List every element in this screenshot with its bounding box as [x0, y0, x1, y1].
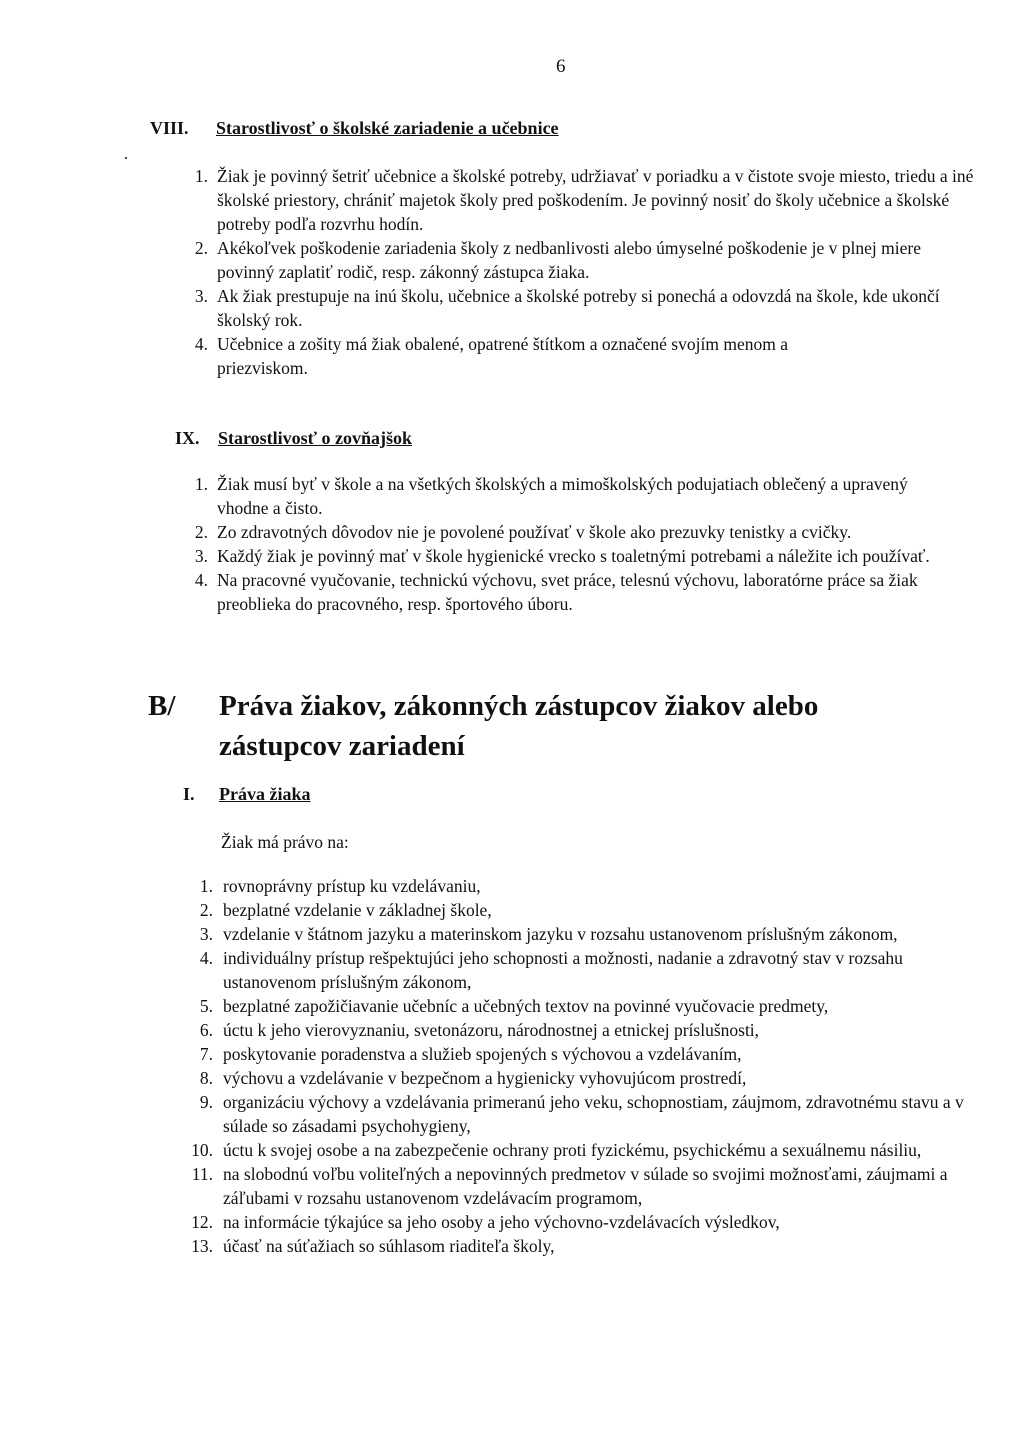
list-item-text: na informácie týkajúce sa jeho osoby a jeho výchovno-vzdelávacích výsledkov, [223, 1212, 780, 1232]
section-ix-list [150, 472, 990, 616]
list-item-number: 3. [194, 546, 208, 566]
list-item [150, 1138, 990, 1162]
list-item-text: na slobodnú voľbu voliteľných a nepovinných predmetov v súlade so svojimi možnosťami, záujmami a záľubami v rozsahu ustanovenom vzdelávacím programom, [223, 1164, 948, 1208]
list-item-text: individuálny prístup rešpektujúci jeho schopnosti a možnosti, nadanie a zdravotný stav v rozsahu ustanovenom príslušným zákonom, [223, 948, 903, 992]
section-i-intro: Žiak má právo na: [221, 832, 349, 852]
list-item-number: 4. [199, 948, 213, 968]
list-item-text: Ak žiak prestupuje na inú školu, učebnice a školské potreby si ponechá a odovzdá na škole, kde ukončí školský rok. [217, 286, 940, 330]
list-item [150, 994, 990, 1018]
list-item-number: 4. [194, 334, 208, 354]
list-item-text: Žiak je povinný šetriť učebnice a školské potreby, udržiavať v poriadku a v čistote svoje miesto, triedu a iné školské priestory, chrániť majetok školy pred poškodením. Je povinný nosiť do školy učebnice a školské potreby podľa rozvrhu hodín. [217, 166, 974, 234]
list-item-text: Každý žiak je povinný mať v škole hygienické vrecko s toaletnými potrebami a náležite ich používať. [217, 546, 930, 566]
section-i-title: Práva žiaka [219, 784, 311, 804]
scan-speck [125, 157, 127, 159]
page-number: 6 [556, 56, 566, 77]
list-item-number: 3. [199, 924, 213, 944]
list-item-number: 2. [194, 238, 208, 258]
section-i-number: I. [183, 784, 195, 804]
list-item [150, 1042, 990, 1066]
section-viii-list [150, 164, 980, 380]
list-item-number: 1. [194, 474, 208, 494]
list-item-number: 2. [194, 522, 208, 542]
list-item-number: 1. [194, 166, 208, 186]
section-ix-number: IX. [175, 428, 200, 448]
list-item-number: 9. [199, 1092, 213, 1112]
list-item [150, 1090, 990, 1138]
list-item-number: 8. [199, 1068, 213, 1088]
list-item-text: výchovu a vzdelávanie v bezpečnom a hygienicky vyhovujúcom prostredí, [223, 1068, 747, 1088]
list-item-number: 10. [191, 1140, 213, 1160]
section-i-list [150, 874, 990, 1258]
list-item-number: 6. [199, 1020, 213, 1040]
list-item-text: Žiak musí byť v škole a na všetkých školských a mimoškolských podujatiach oblečený a upravený vhodne a čisto. [217, 474, 908, 518]
list-item-number: 1. [199, 876, 213, 896]
list-item-number: 3. [194, 286, 208, 306]
list-item-number: 13. [191, 1236, 213, 1256]
list-item [150, 898, 990, 922]
list-item [150, 284, 980, 332]
list-item [150, 544, 990, 568]
list-item [150, 1210, 990, 1234]
list-item [150, 472, 990, 520]
list-item-text: bezplatné vzdelanie v základnej škole, [223, 900, 492, 920]
list-item [150, 1162, 990, 1210]
list-item-text: Zo zdravotných dôvodov nie je povolené používať v škole ako prezuvky tenistky a cvičky. [217, 522, 852, 542]
list-item-text: rovnoprávny prístup ku vzdelávaniu, [223, 876, 481, 896]
list-item-text: vzdelanie v štátnom jazyku a materinskom jazyku v rozsahu ustanovenom príslušným zákonom, [223, 924, 898, 944]
list-item [150, 1018, 990, 1042]
part-b-title: Práva žiakov, zákonných zástupcov žiakov alebo zástupcov zariadení [219, 690, 819, 762]
list-item-number: 2. [199, 900, 213, 920]
list-item-text: poskytovanie poradenstva a služieb spojených s výchovou a vzdelávaním, [223, 1044, 742, 1064]
list-item-text: organizáciu výchovy a vzdelávania primeranú jeho veku, schopnostiam, záujmom, zdravotnému stavu a v súlade so zásadami psychohygieny, [223, 1092, 964, 1136]
list-item [150, 946, 990, 994]
list-item [150, 236, 980, 284]
list-item-text: Učebnice a zošity má žiak obalené, opatrené štítkom a označené svojím menom a priezviskom. [217, 334, 788, 378]
list-item-text: Akékoľvek poškodenie zariadenia školy z nedbanlivosti alebo úmyselné poškodenie je v plnej miere povinný zaplatiť rodič, resp. zákonný zástupca žiaka. [217, 238, 921, 282]
list-item [150, 874, 990, 898]
list-item [150, 332, 980, 380]
list-item [150, 922, 990, 946]
list-item-number: 11. [191, 1164, 213, 1184]
section-ix-title: Starostlivosť o zovňajšok [218, 428, 413, 448]
list-item-text: úctu k svojej osobe a na zabezpečenie ochrany proti fyzickému, psychickému a sexuálnemu násiliu, [223, 1140, 922, 1160]
list-item [150, 1066, 990, 1090]
list-item-number: 4. [194, 570, 208, 590]
list-item [150, 164, 980, 236]
list-item-number: 7. [199, 1044, 213, 1064]
list-item [150, 1234, 990, 1258]
section-viii-title: Starostlivosť o školské zariadenie a učebnice [216, 118, 559, 138]
list-item-number: 5. [199, 996, 213, 1016]
list-item-text: úctu k jeho vierovyznaniu, svetonázoru, národnostnej a etnickej príslušnosti, [223, 1020, 760, 1040]
list-item-number: 12. [191, 1212, 213, 1232]
list-item-text: bezplatné zapožičiavanie učebníc a učebných textov na povinné vyučovacie predmety, [223, 996, 829, 1016]
list-item [150, 568, 990, 616]
list-item-text: Na pracovné vyučovanie, technickú výchovu, svet práce, telesnú výchovu, laboratórne práce sa žiak preoblieka do pracovného, resp. športového úboru. [217, 570, 918, 614]
part-b-mark: B/ [148, 690, 176, 722]
list-item-text: účasť na súťažiach so súhlasom riaditeľa školy, [223, 1236, 555, 1256]
section-viii-number: VIII. [150, 118, 189, 138]
list-item [150, 520, 990, 544]
